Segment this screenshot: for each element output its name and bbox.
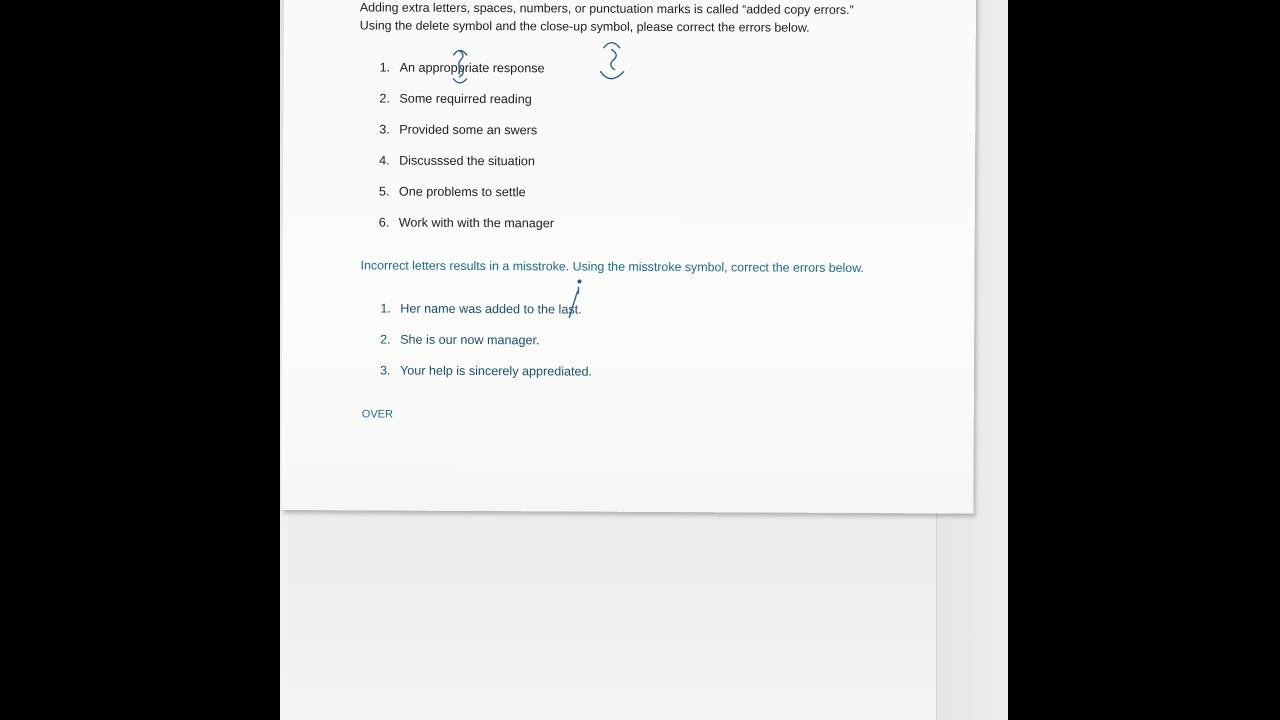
item-text: An approppriate response [399, 60, 545, 76]
item-text: Your help is sincerely apprediated. [399, 363, 593, 379]
list-item [380, 364, 592, 379]
item-text: Her name was added to the last. [400, 301, 582, 317]
list-item [379, 185, 526, 200]
item-number: 5. [378, 184, 390, 199]
item-text: Some requirred reading [399, 91, 532, 107]
list-item [379, 123, 537, 138]
delete-symbol-example [601, 43, 624, 79]
list-item [380, 61, 545, 76]
instructions-misstroke: Incorrect letters results in a misstroke. Using the misstroke symbol, correct the errors below. [360, 258, 864, 276]
item-number: 2. [379, 91, 390, 106]
list-item [379, 154, 535, 169]
item-number: 3. [379, 122, 390, 137]
item-number: 6. [378, 215, 390, 230]
item-number: 1. [380, 301, 391, 316]
item-text: Work with with the manager [398, 215, 554, 231]
instructions-added-copy-errors: Adding extra letters, spaces, numbers, or punctuation marks is called “added copy errors.” Using the delete symbol and the close-up symbol, please correct the errors below. [359, 0, 854, 35]
worksheet-page [281, 0, 976, 514]
list-item [380, 302, 581, 317]
list-item [379, 215, 554, 230]
list-item [380, 333, 539, 348]
item-text: Provided some an swers [399, 122, 538, 138]
item-number: 2. [380, 332, 391, 347]
item-number: 1. [379, 60, 391, 75]
item-text: Discusssed the situation [399, 153, 535, 169]
item-number: 4. [379, 153, 390, 168]
over-label: OVER [361, 408, 393, 421]
item-number: 3. [379, 363, 391, 378]
item-text: She is our now manager. [400, 332, 540, 348]
item-text: One problems to settle [398, 184, 526, 200]
video-frame [280, 0, 1008, 720]
underlying-page [288, 500, 937, 720]
list-item [379, 92, 531, 107]
